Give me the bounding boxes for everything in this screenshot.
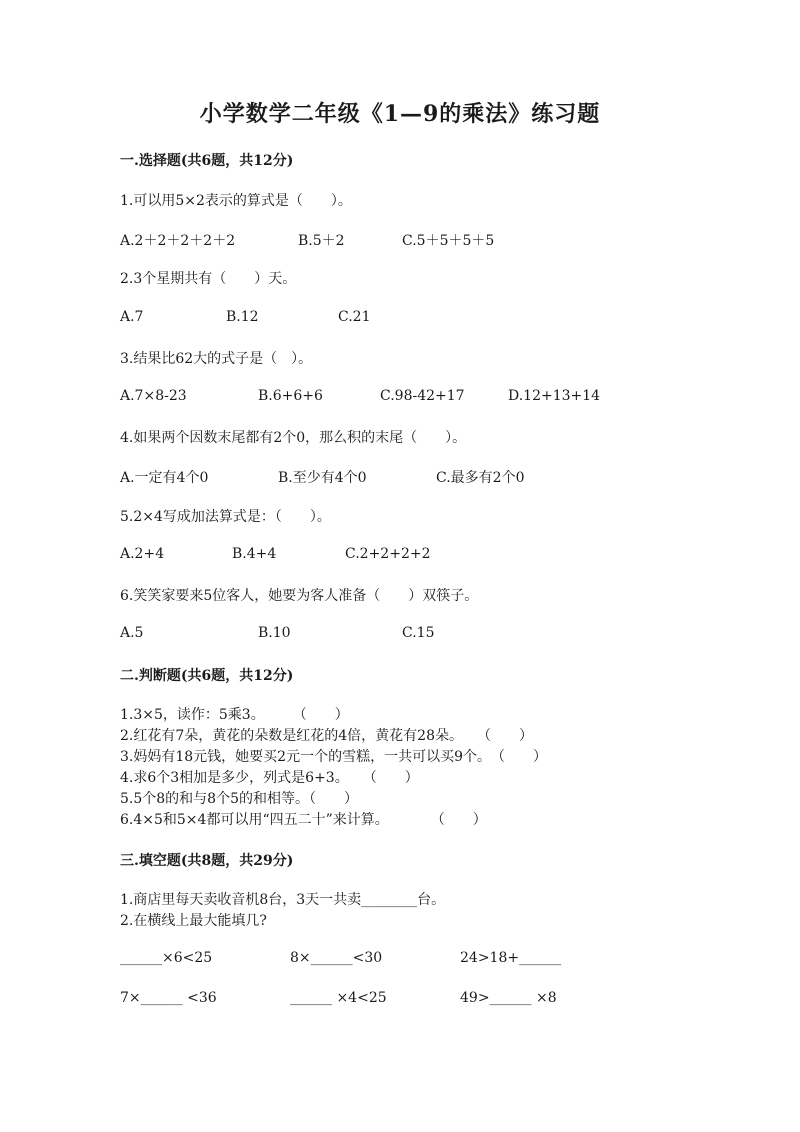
q6-option-c: C.15	[402, 625, 435, 641]
fill-expression: ______ ×4<25	[290, 990, 387, 1006]
q2-option-c: C.21	[338, 309, 371, 325]
q5-option-c: C.2+2+2+2	[345, 546, 431, 562]
judgment-item: 2.红花有7朵，黄花的朵数是红花的4倍，黄花有28朵。 （ ）	[120, 728, 533, 744]
q3-option-b: B.6+6+6	[258, 388, 323, 404]
judgment-item: 1.3×5，读作：5乘3。 （ ）	[120, 707, 349, 723]
q2-option-a: A.7	[120, 309, 144, 325]
section-heading-choice: 一.选择题(共6题，共12分)	[120, 153, 294, 169]
judgment-item: 4.求6个3相加是多少，列式是6+3。 （ ）	[120, 770, 419, 786]
q5-option-a: A.2+4	[120, 546, 165, 562]
section-heading-fill: 三.填空题(共8题，共29分)	[120, 853, 294, 869]
fill-expression: 8×______<30	[290, 950, 383, 966]
question-3: 3.结果比62大的式子是（ ）。	[120, 351, 313, 367]
q6-option-b: B.10	[258, 625, 291, 641]
fill-expression: 49>______ ×8	[460, 990, 557, 1006]
judgment-item: 5.5个8的和与8个5的和相等。（ ）	[120, 791, 358, 807]
fill-expression: 24>18+______	[460, 950, 562, 966]
fill-expression: 7×______ <36	[120, 990, 217, 1006]
q5-option-b: B.4+4	[232, 546, 277, 562]
judgment-item: 3.妈妈有18元钱，她要买2元一个的雪糕，一共可以买9个。 （ ）	[120, 749, 547, 765]
fill-item: 1.商店里每天卖收音机8台，3天一共卖________台。	[120, 892, 446, 908]
q4-option-b: B.至少有4个0	[278, 470, 367, 486]
q4-option-a: A.一定有4个0	[120, 470, 209, 486]
question-5: 5.2×4写成加法算式是：（ ）。	[120, 509, 331, 525]
question-2: 2.3个星期共有（ ）天。	[120, 271, 297, 287]
page-title: 小学数学二年级《1—9的乘法》练习题	[199, 101, 601, 127]
question-1: 1.可以用5×2表示的算式是（ ）。	[120, 193, 352, 209]
section-heading-judgment: 二.判断题(共6题，共12分)	[120, 668, 294, 684]
q1-option-b: B.5＋2	[298, 233, 345, 249]
q3-option-a: A.7×8-23	[120, 388, 187, 404]
q6-option-a: A.5	[120, 625, 144, 641]
q1-option-a: A.2＋2＋2＋2＋2	[120, 233, 236, 249]
judgment-item: 6.4×5和5×4都可以用“四五二十”来计算。 （ ）	[120, 812, 487, 828]
q4-option-c: C.最多有2个0	[436, 470, 525, 486]
question-4: 4.如果两个因数末尾都有2个0，那么积的末尾（ ）。	[120, 430, 467, 446]
q3-option-d: D.12+13+14	[508, 388, 601, 404]
question-6: 6.笑笑家要来5位客人，她要为客人准备（ ）双筷子。	[120, 588, 479, 604]
q2-option-b: B.12	[226, 309, 259, 325]
q3-option-c: C.98-42+17	[380, 388, 465, 404]
q1-option-c: C.5＋5＋5＋5	[402, 233, 495, 249]
fill-expression: ______×6<25	[120, 950, 213, 966]
fill-item: 2.在横线上最大能填几?	[120, 913, 267, 929]
